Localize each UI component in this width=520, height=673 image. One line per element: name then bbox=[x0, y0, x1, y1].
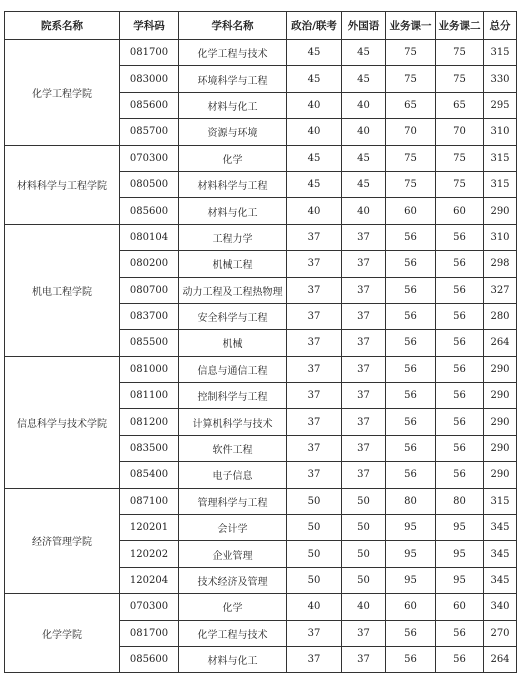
cell-subject: 信息与通信工程 bbox=[179, 356, 287, 382]
cell-course-two: 56 bbox=[436, 435, 484, 461]
cell-course-one: 75 bbox=[386, 40, 436, 66]
cell-foreign-language: 45 bbox=[342, 40, 386, 66]
cell-college: 信息科学与技术学院 bbox=[5, 356, 120, 488]
cell-total: 315 bbox=[484, 40, 517, 66]
cell-foreign-language: 50 bbox=[342, 515, 386, 541]
cell-foreign-language: 37 bbox=[342, 224, 386, 250]
cell-foreign-language: 37 bbox=[342, 277, 386, 303]
cell-code: 081700 bbox=[120, 40, 179, 66]
cell-subject: 化学工程与技术 bbox=[179, 40, 287, 66]
cell-subject: 电子信息 bbox=[179, 462, 287, 488]
cell-course-one: 75 bbox=[386, 66, 436, 92]
cell-course-one: 95 bbox=[386, 515, 436, 541]
table-header bbox=[5, 12, 517, 40]
cell-foreign-language: 37 bbox=[342, 462, 386, 488]
cell-total: 310 bbox=[484, 119, 517, 145]
cell-foreign-language: 40 bbox=[342, 119, 386, 145]
cell-college: 经济管理学院 bbox=[5, 488, 120, 594]
cell-subject: 化学工程与技术 bbox=[179, 620, 287, 646]
cell-politics: 40 bbox=[287, 92, 342, 118]
table-row bbox=[5, 594, 517, 620]
table-row bbox=[5, 488, 517, 514]
cell-code: 070300 bbox=[120, 145, 179, 171]
cell-subject: 机械工程 bbox=[179, 251, 287, 277]
cell-code: 085600 bbox=[120, 646, 179, 672]
cell-subject: 控制科学与工程 bbox=[179, 383, 287, 409]
cell-course-two: 60 bbox=[436, 198, 484, 224]
cell-politics: 45 bbox=[287, 40, 342, 66]
cell-course-two: 75 bbox=[436, 171, 484, 197]
cell-politics: 37 bbox=[287, 409, 342, 435]
cell-subject: 化学 bbox=[179, 594, 287, 620]
cell-politics: 37 bbox=[287, 303, 342, 329]
header-politics: 政治/联考 bbox=[287, 12, 342, 40]
cell-course-two: 56 bbox=[436, 303, 484, 329]
cell-code: 083700 bbox=[120, 303, 179, 329]
cell-course-two: 56 bbox=[436, 277, 484, 303]
cell-code: 083500 bbox=[120, 435, 179, 461]
cell-course-two: 56 bbox=[436, 409, 484, 435]
cell-politics: 45 bbox=[287, 171, 342, 197]
cell-foreign-language: 37 bbox=[342, 409, 386, 435]
cell-subject: 管理科学与工程 bbox=[179, 488, 287, 514]
cell-course-one: 56 bbox=[386, 330, 436, 356]
cell-course-two: 75 bbox=[436, 66, 484, 92]
table-row bbox=[5, 356, 517, 382]
cell-total: 310 bbox=[484, 224, 517, 250]
cell-foreign-language: 37 bbox=[342, 330, 386, 356]
cell-course-two: 56 bbox=[436, 356, 484, 382]
cell-foreign-language: 40 bbox=[342, 594, 386, 620]
cell-foreign-language: 37 bbox=[342, 646, 386, 672]
cell-total: 330 bbox=[484, 66, 517, 92]
cell-politics: 37 bbox=[287, 330, 342, 356]
cell-subject: 材料与化工 bbox=[179, 646, 287, 672]
cell-total: 270 bbox=[484, 620, 517, 646]
cell-subject: 材料科学与工程 bbox=[179, 171, 287, 197]
cell-course-one: 56 bbox=[386, 435, 436, 461]
cell-course-two: 80 bbox=[436, 488, 484, 514]
cell-total: 295 bbox=[484, 92, 517, 118]
cell-course-two: 95 bbox=[436, 515, 484, 541]
table-row bbox=[5, 224, 517, 250]
cell-course-one: 60 bbox=[386, 594, 436, 620]
cell-subject: 材料与化工 bbox=[179, 198, 287, 224]
cell-total: 290 bbox=[484, 198, 517, 224]
cell-foreign-language: 37 bbox=[342, 435, 386, 461]
cell-college: 化学工程学院 bbox=[5, 40, 120, 146]
cell-code: 120202 bbox=[120, 541, 179, 567]
cell-college: 化学学院 bbox=[5, 594, 120, 673]
cell-politics: 37 bbox=[287, 356, 342, 382]
cell-subject: 计算机科学与技术 bbox=[179, 409, 287, 435]
cell-total: 315 bbox=[484, 145, 517, 171]
cell-subject: 机械 bbox=[179, 330, 287, 356]
cell-course-one: 56 bbox=[386, 303, 436, 329]
cell-politics: 37 bbox=[287, 462, 342, 488]
cell-course-one: 56 bbox=[386, 620, 436, 646]
cell-code: 081200 bbox=[120, 409, 179, 435]
cell-code: 085600 bbox=[120, 92, 179, 118]
cell-politics: 37 bbox=[287, 251, 342, 277]
cell-code: 080200 bbox=[120, 251, 179, 277]
cell-subject: 化学 bbox=[179, 145, 287, 171]
header-college: 院系名称 bbox=[5, 12, 120, 40]
cell-subject: 软件工程 bbox=[179, 435, 287, 461]
header-total: 总分 bbox=[484, 12, 517, 40]
cell-foreign-language: 37 bbox=[342, 356, 386, 382]
cell-code: 085600 bbox=[120, 198, 179, 224]
cell-foreign-language: 37 bbox=[342, 620, 386, 646]
cell-politics: 45 bbox=[287, 145, 342, 171]
cell-foreign-language: 40 bbox=[342, 198, 386, 224]
cell-total: 345 bbox=[484, 567, 517, 593]
cell-code: 085700 bbox=[120, 119, 179, 145]
cell-foreign-language: 45 bbox=[342, 145, 386, 171]
cell-course-two: 56 bbox=[436, 383, 484, 409]
cell-code: 070300 bbox=[120, 594, 179, 620]
cell-course-two: 56 bbox=[436, 646, 484, 672]
cell-total: 290 bbox=[484, 409, 517, 435]
cell-course-one: 95 bbox=[386, 541, 436, 567]
cell-total: 280 bbox=[484, 303, 517, 329]
cell-course-two: 56 bbox=[436, 224, 484, 250]
cell-foreign-language: 50 bbox=[342, 488, 386, 514]
cell-total: 298 bbox=[484, 251, 517, 277]
cell-foreign-language: 37 bbox=[342, 303, 386, 329]
cell-code: 080104 bbox=[120, 224, 179, 250]
cell-politics: 37 bbox=[287, 277, 342, 303]
cell-politics: 50 bbox=[287, 567, 342, 593]
cell-foreign-language: 37 bbox=[342, 383, 386, 409]
cell-total: 290 bbox=[484, 383, 517, 409]
cell-politics: 37 bbox=[287, 383, 342, 409]
cell-foreign-language: 40 bbox=[342, 92, 386, 118]
cell-code: 087100 bbox=[120, 488, 179, 514]
cell-total: 345 bbox=[484, 515, 517, 541]
cell-subject: 安全科学与工程 bbox=[179, 303, 287, 329]
table-body bbox=[5, 40, 517, 673]
cell-course-two: 95 bbox=[436, 541, 484, 567]
cell-course-one: 80 bbox=[386, 488, 436, 514]
cell-course-two: 95 bbox=[436, 567, 484, 593]
cell-foreign-language: 45 bbox=[342, 171, 386, 197]
cell-course-two: 60 bbox=[436, 594, 484, 620]
cell-subject: 技术经济及管理 bbox=[179, 567, 287, 593]
cell-total: 315 bbox=[484, 488, 517, 514]
header-subject: 学科名称 bbox=[179, 12, 287, 40]
cell-course-one: 56 bbox=[386, 356, 436, 382]
cell-politics: 37 bbox=[287, 224, 342, 250]
cell-politics: 37 bbox=[287, 620, 342, 646]
cell-total: 327 bbox=[484, 277, 517, 303]
cell-politics: 40 bbox=[287, 198, 342, 224]
cell-course-one: 56 bbox=[386, 646, 436, 672]
cell-college: 机电工程学院 bbox=[5, 224, 120, 356]
cell-course-two: 70 bbox=[436, 119, 484, 145]
cell-course-one: 95 bbox=[386, 567, 436, 593]
cell-politics: 45 bbox=[287, 66, 342, 92]
table-row bbox=[5, 40, 517, 66]
cell-total: 264 bbox=[484, 330, 517, 356]
cell-total: 290 bbox=[484, 356, 517, 382]
cell-foreign-language: 50 bbox=[342, 567, 386, 593]
cell-total: 264 bbox=[484, 646, 517, 672]
cell-politics: 37 bbox=[287, 646, 342, 672]
cell-college: 材料科学与工程学院 bbox=[5, 145, 120, 224]
cell-code: 120201 bbox=[120, 515, 179, 541]
cell-foreign-language: 45 bbox=[342, 66, 386, 92]
cell-foreign-language: 37 bbox=[342, 251, 386, 277]
cell-course-two: 75 bbox=[436, 145, 484, 171]
cell-course-two: 56 bbox=[436, 462, 484, 488]
header-course-one: 业务课一 bbox=[386, 12, 436, 40]
cell-code: 081700 bbox=[120, 620, 179, 646]
header-code: 学科码 bbox=[120, 12, 179, 40]
cell-code: 083000 bbox=[120, 66, 179, 92]
cell-course-one: 60 bbox=[386, 198, 436, 224]
cell-subject: 环境科学与工程 bbox=[179, 66, 287, 92]
header-row bbox=[5, 12, 517, 40]
cell-subject: 企业管理 bbox=[179, 541, 287, 567]
score-table bbox=[4, 11, 517, 673]
cell-politics: 37 bbox=[287, 435, 342, 461]
cell-course-one: 70 bbox=[386, 119, 436, 145]
cell-course-one: 56 bbox=[386, 224, 436, 250]
cell-total: 290 bbox=[484, 462, 517, 488]
cell-politics: 40 bbox=[287, 594, 342, 620]
cell-politics: 40 bbox=[287, 119, 342, 145]
cell-course-one: 56 bbox=[386, 409, 436, 435]
cell-code: 085400 bbox=[120, 462, 179, 488]
cell-politics: 50 bbox=[287, 515, 342, 541]
cell-course-one: 56 bbox=[386, 462, 436, 488]
cell-subject: 动力工程及工程热物理 bbox=[179, 277, 287, 303]
cell-subject: 工程力学 bbox=[179, 224, 287, 250]
cell-total: 340 bbox=[484, 594, 517, 620]
cell-course-two: 75 bbox=[436, 40, 484, 66]
cell-course-two: 56 bbox=[436, 620, 484, 646]
cell-course-one: 65 bbox=[386, 92, 436, 118]
cell-subject: 会计学 bbox=[179, 515, 287, 541]
cell-subject: 资源与环境 bbox=[179, 119, 287, 145]
cell-course-two: 56 bbox=[436, 330, 484, 356]
cell-course-one: 75 bbox=[386, 145, 436, 171]
cell-code: 085500 bbox=[120, 330, 179, 356]
cell-foreign-language: 50 bbox=[342, 541, 386, 567]
cell-total: 315 bbox=[484, 171, 517, 197]
cell-course-two: 65 bbox=[436, 92, 484, 118]
cell-total: 290 bbox=[484, 435, 517, 461]
cell-code: 081000 bbox=[120, 356, 179, 382]
cell-subject: 材料与化工 bbox=[179, 92, 287, 118]
cell-code: 080500 bbox=[120, 171, 179, 197]
cell-politics: 50 bbox=[287, 541, 342, 567]
cell-course-one: 56 bbox=[386, 277, 436, 303]
table-row bbox=[5, 145, 517, 171]
header-foreign-language: 外国语 bbox=[342, 12, 386, 40]
cell-code: 081100 bbox=[120, 383, 179, 409]
cell-course-two: 56 bbox=[436, 251, 484, 277]
cell-politics: 50 bbox=[287, 488, 342, 514]
cell-course-one: 56 bbox=[386, 383, 436, 409]
cell-course-one: 75 bbox=[386, 171, 436, 197]
cell-course-one: 56 bbox=[386, 251, 436, 277]
header-course-two: 业务课二 bbox=[436, 12, 484, 40]
cell-total: 345 bbox=[484, 541, 517, 567]
cell-code: 080700 bbox=[120, 277, 179, 303]
cell-code: 120204 bbox=[120, 567, 179, 593]
